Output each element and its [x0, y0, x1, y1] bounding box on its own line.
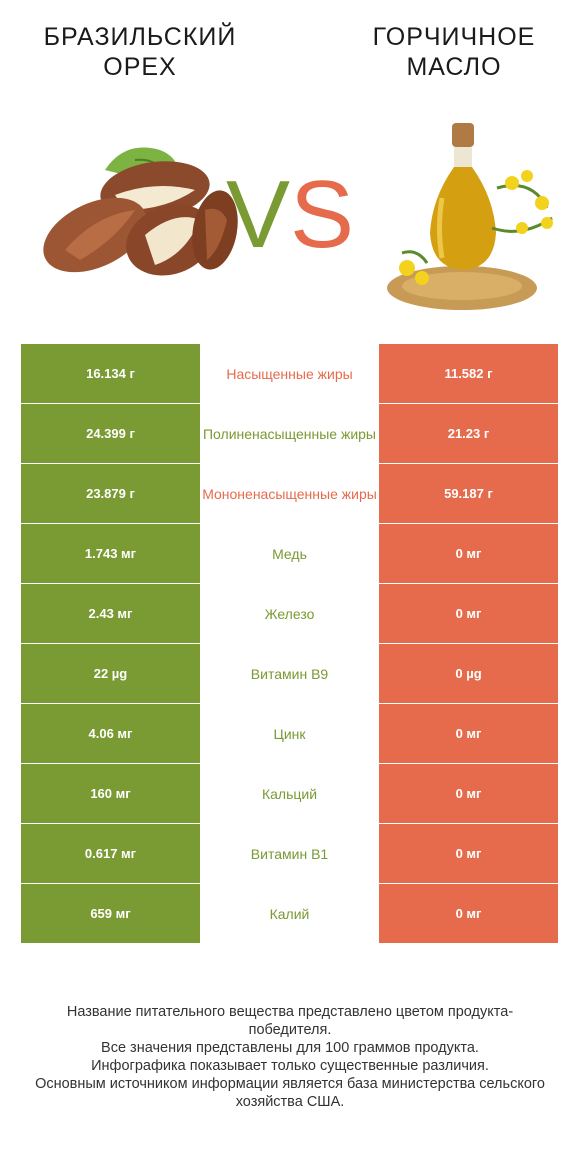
footer-note [30, 1003, 550, 1111]
table-row [21, 524, 558, 584]
table-row [21, 824, 558, 884]
nutrient-name [200, 704, 379, 763]
right-value: 0 мг [379, 704, 558, 763]
left-value: 4.06 мг [21, 704, 200, 763]
nutrient-name [200, 584, 379, 643]
footer-line-4: Основным источником информации является база министерства сельского хозяйства США. [35, 1076, 545, 1110]
left-value: 160 мг [21, 764, 200, 823]
nutrient-name [200, 524, 379, 583]
nutrient-name [200, 404, 379, 463]
footer-line-2: Все значения представлены для 100 граммов продукта. [101, 1040, 479, 1056]
left-value: 16.134 г [21, 344, 200, 403]
right-value: 0 мг [379, 764, 558, 823]
right-value: 0 µg [379, 644, 558, 703]
right-value: 59.187 г [379, 464, 558, 523]
left-value: 2.43 мг [21, 584, 200, 643]
table-row [21, 644, 558, 704]
comparison-table [21, 344, 558, 944]
footer-line-1: Название питательного вещества представлено цветом продукта-победителя. [66, 1004, 514, 1038]
left-value: 24.399 г [21, 404, 200, 463]
right-value: 0 мг [379, 584, 558, 643]
nutrient-name [200, 344, 379, 403]
nutrient-label: Медь [272, 545, 307, 562]
mustard-oil-image [382, 118, 562, 318]
right-value: 21.23 г [379, 404, 558, 463]
footer-line-3: Инфографика показывает только существенные различия. [91, 1058, 489, 1074]
left-value: 22 µg [21, 644, 200, 703]
table-row [21, 344, 558, 404]
right-value: 0 мг [379, 824, 558, 883]
nutrient-name [200, 824, 379, 883]
table-row [21, 404, 558, 464]
nutrient-label: Полиненасыщенные жиры [202, 425, 376, 442]
nutrient-label: Цинк [273, 725, 306, 742]
right-food-title: ГОРЧИЧНОЕ МАСЛО [372, 23, 536, 81]
nutrient-label: Мононенасыщенные жиры [202, 485, 377, 502]
nutrient-name [200, 464, 379, 523]
right-value: 11.582 г [379, 344, 558, 403]
right-value: 0 мг [379, 524, 558, 583]
table-row [21, 704, 558, 764]
nutrient-label: Железо [264, 605, 315, 622]
nutrient-label: Витамин B9 [250, 665, 329, 682]
nutrient-name [200, 764, 379, 823]
table-row [21, 464, 558, 524]
nutrient-name [200, 644, 379, 703]
nutrient-label: Калий [269, 905, 310, 922]
vs-s: S [290, 161, 355, 268]
left-food-title: БРАЗИЛЬСКИЙ ОРЕХ [43, 23, 237, 81]
table-row [21, 884, 558, 944]
vs-v: V [225, 161, 290, 268]
nutrient-label: Витамин B1 [250, 845, 329, 862]
right-value: 0 мг [379, 884, 558, 943]
nutrient-label: Кальций [261, 785, 318, 802]
left-value: 1.743 мг [21, 524, 200, 583]
table-row [21, 584, 558, 644]
table-row [21, 764, 558, 824]
brazil-nut-image [35, 140, 245, 290]
left-value: 23.879 г [21, 464, 200, 523]
left-value: 659 мг [21, 884, 200, 943]
left-value: 0.617 мг [21, 824, 200, 883]
nutrient-name [200, 884, 379, 943]
vs-label [222, 160, 358, 270]
nutrient-label: Насыщенные жиры [226, 365, 353, 382]
